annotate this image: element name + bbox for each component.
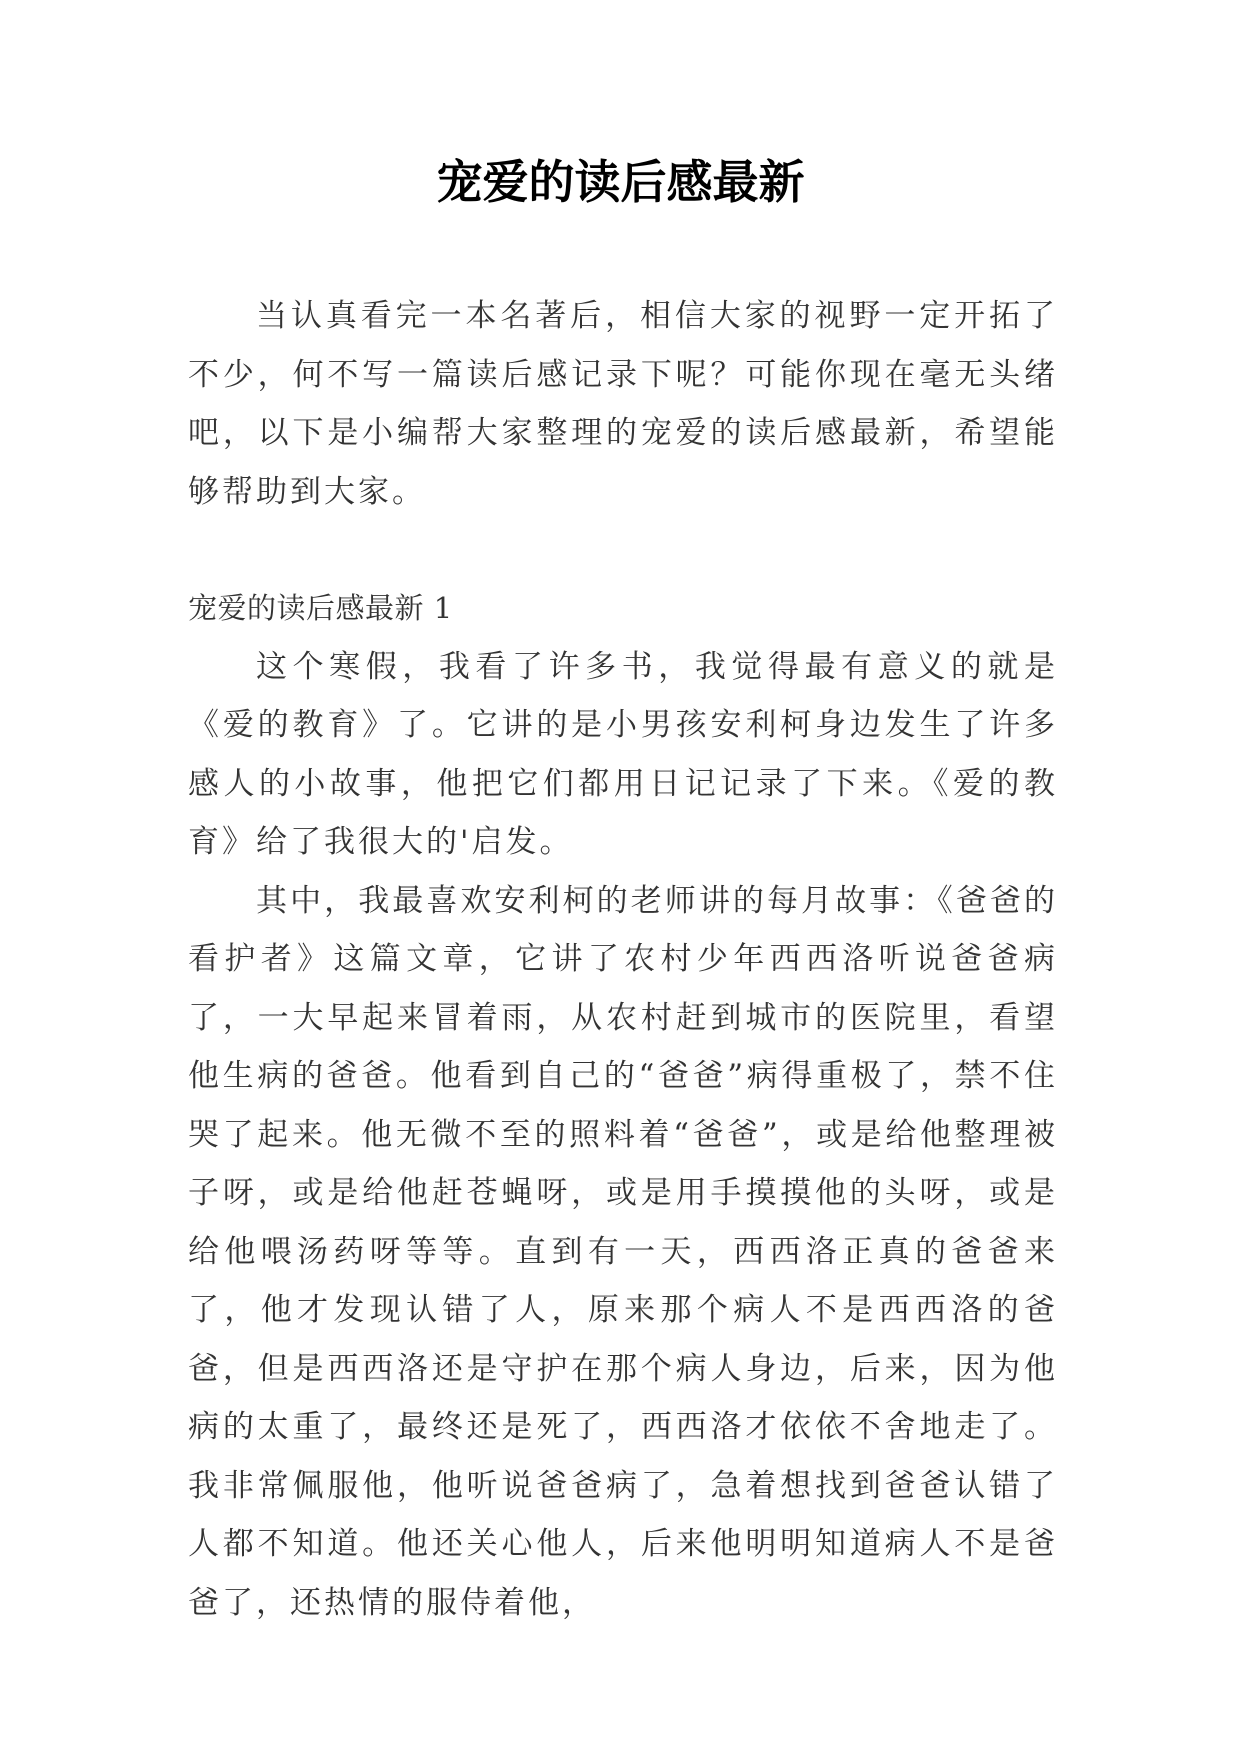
document-title: 宠爱的读后感最新 bbox=[436, 155, 805, 209]
section-heading: 宠爱的读后感最新 1 bbox=[188, 591, 453, 625]
paragraph-spacer bbox=[188, 521, 1058, 579]
intro-paragraph: 当认真看完一本名著后，相信大家的视野一定开拓了不少，何不写一篇读后感记录下呢？可能你现在毫无头绪吧，以下是小编帮大家整理的宠爱的读后感最新，希望能够帮助到大家。 bbox=[188, 298, 1058, 510]
document-body bbox=[188, 287, 1058, 1632]
body-paragraph-1: 这个寒假，我看了许多书，我觉得最有意义的就是《爱的教育》了。它讲的是小男孩安利柯身边发生了许多感人的小故事，他把它们都用日记记录了下来。《爱的教育》给了我很大的'启发。 bbox=[188, 648, 1058, 860]
body-paragraph-2: 其中，我最喜欢安利柯的老师讲的每月故事：《爸爸的看护者》这篇文章，它讲了农村少年西西洛听说爸爸病了，一大早起来冒着雨，从农村赶到城市的医院里，看望他生病的爸爸。他看到自己的“爸爸”病得重极了，禁不住哭了起来。他无微不至的照料着“爸爸”，或是给他整理被子呀，或是给他赶苍蝇呀，或是用手摸摸他的头呀，或是给他喂汤药呀等等。直到有一天，西西洛正真的爸爸来了，他才发现认错了人，原来那个病人不是西西洛的爸爸，但是西西洛还是守护在那个病人身边，后来，因为他病的太重了，最终还是死了，西西洛才依依不舍地走了。我非常佩服他，他听说爸爸病了，急着想找到爸爸认错了人都不知道。他还关心他人，后来他明明知道病人不是爸爸了，还热情的服侍着他， bbox=[188, 882, 1058, 1621]
